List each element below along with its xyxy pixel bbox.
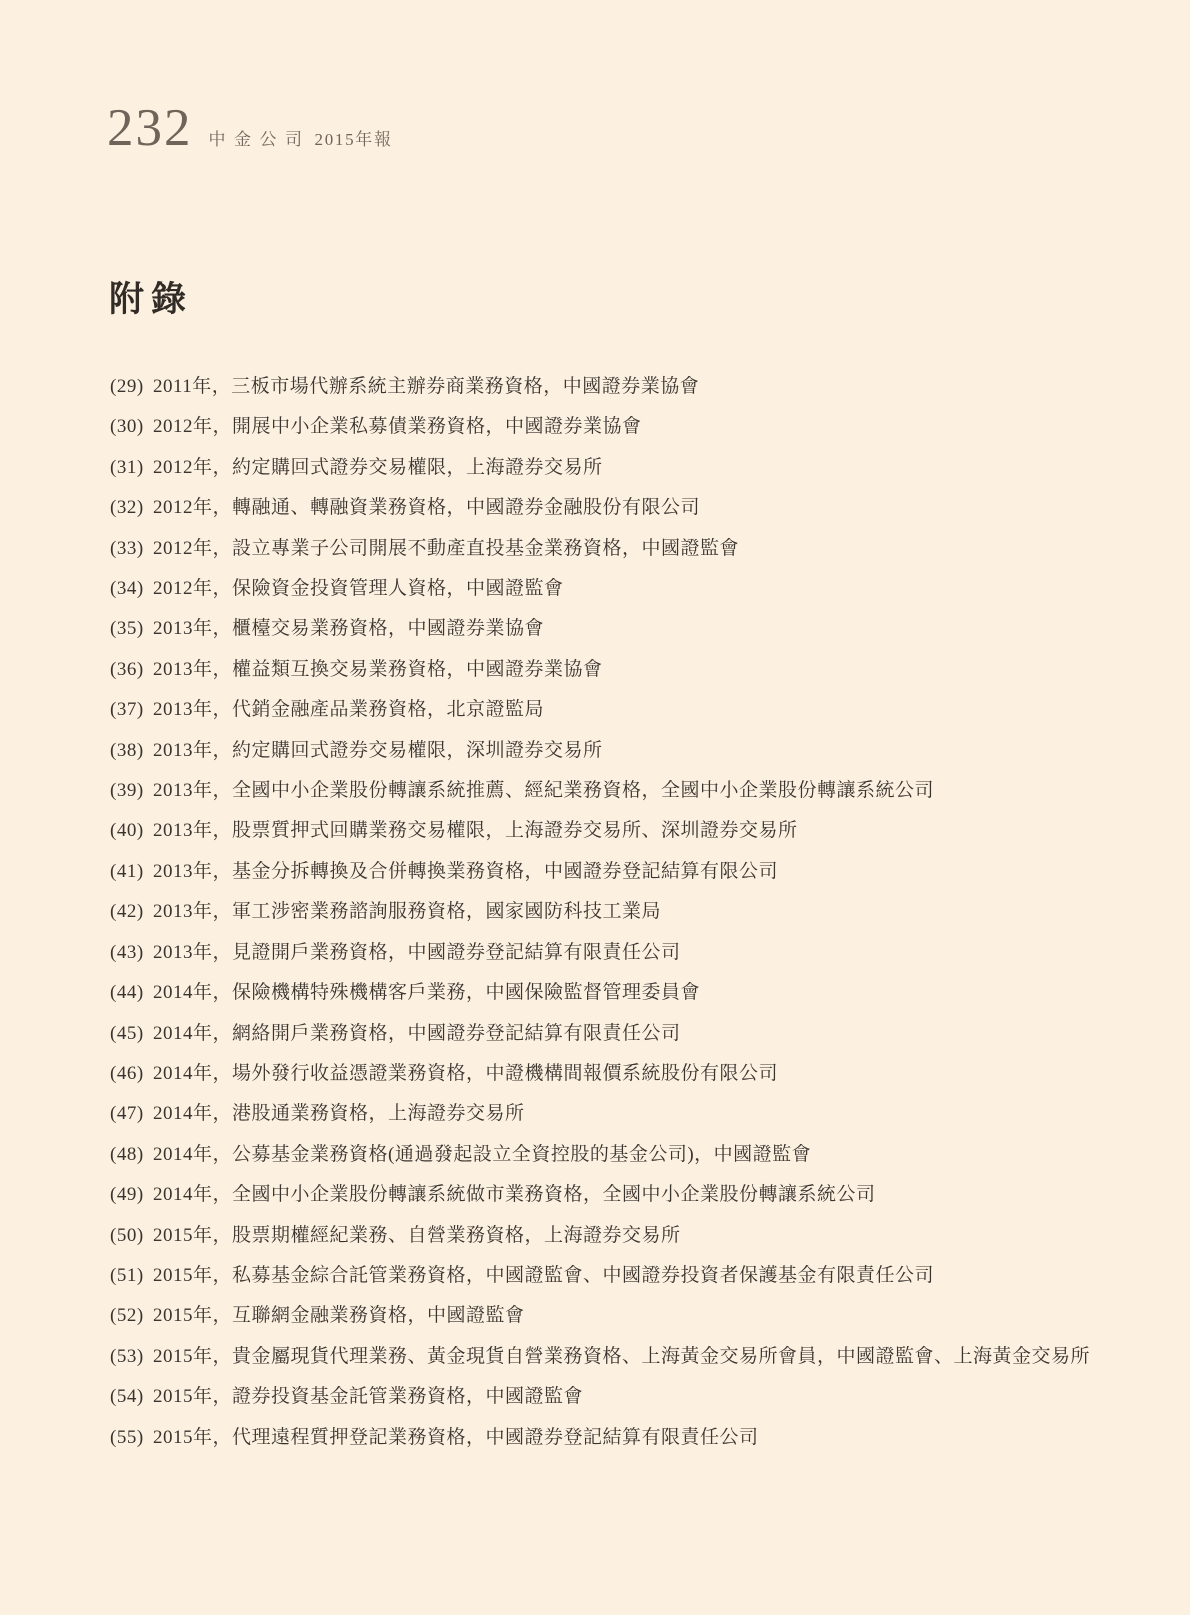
item-number: (38) [110, 739, 144, 761]
list-item [110, 811, 1150, 851]
item-number: (42) [110, 901, 144, 923]
item-number: (49) [110, 1184, 144, 1206]
item-number: (50) [110, 1224, 144, 1246]
item-text: 2015年，貴金屬現貨代理業務、黃金現貨自營業務資格、上海黃金交易所會員，中國證監會、上海黃金交易所 [153, 1345, 1091, 1367]
section-title: 附錄 [109, 280, 194, 319]
list-item [110, 1175, 1150, 1215]
list-item [110, 488, 1150, 528]
list-item [110, 1418, 1150, 1458]
item-number: (48) [110, 1143, 144, 1165]
list-item [110, 1054, 1150, 1094]
list-item [110, 690, 1150, 730]
item-text: 2013年，約定購回式證券交易權限，深圳證券交易所 [153, 739, 603, 761]
item-text: 2015年，證券投資基金託管業務資格，中國證監會 [153, 1386, 584, 1408]
item-number: (31) [110, 456, 144, 478]
item-text: 2013年，軍工涉密業務諮詢服務資格，國家國防科技工業局 [153, 901, 662, 923]
item-text: 2014年，保險機構特殊機構客戶業務，中國保險監督管理委員會 [153, 982, 701, 1004]
item-number: (51) [110, 1264, 144, 1286]
item-number: (52) [110, 1305, 144, 1327]
item-text: 2013年，見證開戶業務資格，中國證券登記結算有限責任公司 [153, 941, 681, 963]
item-number: (54) [110, 1386, 144, 1408]
item-text: 2013年，股票質押式回購業務交易權限，上海證券交易所、深圳證券交易所 [153, 820, 798, 842]
list-item [110, 1337, 1150, 1377]
item-text: 2012年，轉融通、轉融資業務資格，中國證券金融股份有限公司 [153, 497, 701, 519]
list-item [110, 407, 1150, 447]
item-number: (53) [110, 1345, 144, 1367]
list-item [110, 1094, 1150, 1134]
item-number: (34) [110, 578, 144, 600]
list-item [110, 1014, 1150, 1054]
item-text: 2013年，基金分拆轉換及合併轉換業務資格，中國證券登記結算有限公司 [153, 860, 779, 882]
item-text: 2013年，權益類互換交易業務資格，中國證券業協會 [153, 658, 603, 680]
item-number: (29) [110, 376, 144, 397]
item-text: 2015年，股票期權經紀業務、自營業務資格，上海證券交易所 [153, 1224, 681, 1246]
item-number: (43) [110, 941, 144, 963]
report-year-label: 2015年報 [314, 130, 393, 149]
item-text: 2011年，三板市場代辦系統主辦券商業務資格，中國證券業協會 [153, 376, 700, 397]
item-text: 2014年，全國中小企業股份轉讓系統做市業務資格，全國中小企業股份轉讓系統公司 [153, 1184, 876, 1206]
list-item [110, 731, 1150, 771]
item-text: 2013年，櫃檯交易業務資格，中國證券業協會 [153, 618, 545, 640]
item-number: (37) [110, 699, 144, 721]
list-item [110, 448, 1150, 488]
list-item [110, 892, 1150, 932]
list-item [110, 367, 1150, 407]
item-number: (33) [110, 537, 144, 559]
item-number: (47) [110, 1103, 144, 1125]
page-header [107, 99, 393, 157]
item-number: (40) [110, 820, 144, 842]
item-number: (45) [110, 1022, 144, 1044]
item-number: (35) [110, 618, 144, 640]
item-number: (44) [110, 982, 144, 1004]
list-item [110, 1296, 1150, 1336]
item-number: (39) [110, 780, 144, 802]
item-number: (32) [110, 497, 144, 519]
list-item [110, 973, 1150, 1013]
item-text: 2012年，保險資金投資管理人資格，中國證監會 [153, 578, 564, 600]
list-item [110, 1256, 1150, 1296]
list-item [110, 569, 1150, 609]
item-text: 2013年，代銷金融產品業務資格，北京證監局 [153, 699, 545, 721]
company-name: 中金公司 [208, 130, 311, 149]
item-text: 2014年，網絡開戶業務資格，中國證券登記結算有限責任公司 [153, 1022, 681, 1044]
list-item [110, 852, 1150, 892]
list-item [110, 650, 1150, 690]
item-text: 2012年，約定購回式證券交易權限，上海證券交易所 [153, 456, 603, 478]
list-item [110, 1216, 1150, 1256]
list-item [110, 529, 1150, 569]
item-number: (55) [110, 1426, 144, 1448]
item-number: (46) [110, 1062, 144, 1084]
list-item [110, 1135, 1150, 1175]
item-text: 2012年，設立專業子公司開展不動產直投基金業務資格，中國證監會 [153, 537, 740, 559]
list-item [110, 933, 1150, 973]
item-number: (41) [110, 860, 144, 882]
item-text: 2013年，全國中小企業股份轉讓系統推薦、經紀業務資格，全國中小企業股份轉讓系統公司 [153, 780, 935, 802]
list-item [110, 609, 1150, 649]
item-text: 2015年，私募基金綜合託管業務資格，中國證監會、中國證券投資者保護基金有限責任公司 [153, 1264, 935, 1286]
item-number: (30) [110, 416, 144, 438]
item-text: 2014年，場外發行收益憑證業務資格，中證機構間報價系統股份有限公司 [153, 1062, 779, 1084]
item-text: 2012年，開展中小企業私募債業務資格，中國證券業協會 [153, 416, 642, 438]
item-text: 2015年，代理遠程質押登記業務資格，中國證券登記結算有限責任公司 [153, 1426, 759, 1448]
item-number: (36) [110, 658, 144, 680]
list-item [110, 771, 1150, 811]
appendix-list [110, 367, 1150, 1458]
item-text: 2015年，互聯網金融業務資格，中國證監會 [153, 1305, 525, 1327]
item-text: 2014年，公募基金業務資格(通過發起設立全資控股的基金公司)，中國證監會 [153, 1143, 812, 1165]
item-text: 2014年，港股通業務資格，上海證券交易所 [153, 1103, 525, 1125]
page-number: 232 [107, 99, 193, 157]
list-item [110, 1377, 1150, 1417]
